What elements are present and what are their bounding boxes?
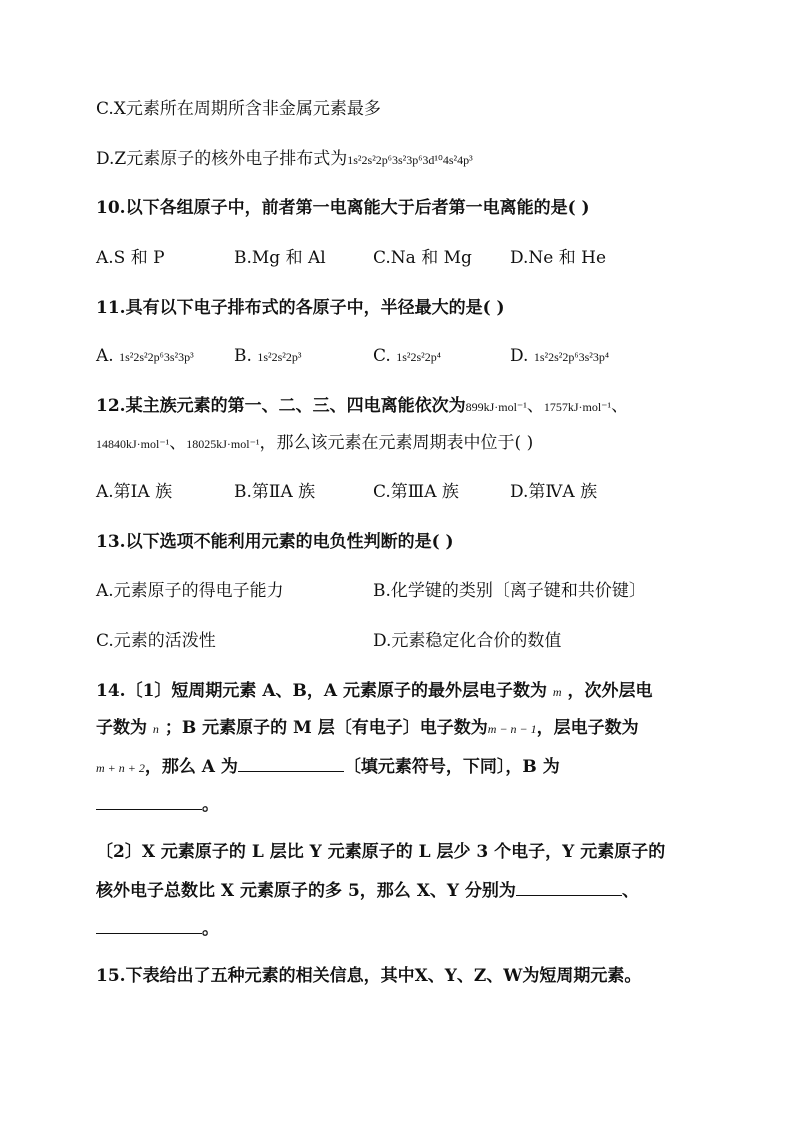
q14-var-n: n: [152, 722, 159, 736]
q11-option-d-formula: 1s²2s²2p⁶3s²3p⁴: [533, 350, 610, 364]
q13-stem: 13.以下选项不能利用元素的电负性判断的是( ): [96, 532, 454, 552]
q12-sep1: 、: [526, 396, 544, 416]
q12-stem-line2: [96, 432, 533, 455]
q10-option-b[interactable]: B.Mg 和 Al: [234, 248, 326, 268]
q12-sep2: 、: [611, 396, 629, 416]
q14-text-1a: 14.〔1〕短周期元素 A、B，A 元素原子的最外层电子数为: [96, 681, 547, 701]
q11-option-a-formula: 1s²2s²2p⁶3s²3p³: [119, 350, 194, 364]
q14-expr-1: m − n − 1: [487, 722, 537, 736]
q9-option-d-formula: 1s²2s²2p⁶3s²3p⁶3d¹⁰4s²4p³: [347, 153, 473, 167]
q14-text-7: 。: [202, 919, 219, 939]
q14-text-3b: 〔填元素符号，下同〕，B 为: [343, 757, 560, 777]
q10-option-a[interactable]: A.S 和 P: [96, 248, 165, 268]
q11-option-c[interactable]: [373, 345, 441, 368]
q14-text-4: 。: [202, 795, 219, 815]
q10-option-c[interactable]: C.Na 和 Mg: [373, 248, 472, 268]
q11-option-b[interactable]: [234, 345, 301, 368]
q14-text-2b: ；B 元素原子的 M 层〔有电子〕电子数为: [164, 718, 488, 738]
q14-answer-a-blank[interactable]: [238, 755, 344, 772]
q14-line3: [96, 755, 560, 779]
q10-stem: 10.以下各组原子中，前者第一电离能大于后者第一电离能的是( ): [96, 198, 590, 218]
q11-option-c-formula: 1s²2s²2p⁴: [396, 350, 441, 364]
q11-option-a[interactable]: [96, 345, 194, 368]
q12-option-c[interactable]: C.第ⅢA 族: [373, 482, 459, 502]
q9-option-d: [96, 148, 473, 171]
q12-ie4: 18025kJ·mol⁻¹: [186, 437, 260, 451]
q11-option-d[interactable]: [510, 345, 609, 368]
q13-option-a[interactable]: A.元素原子的得电子能力: [96, 581, 284, 601]
q11-option-a-letter: A.: [96, 346, 114, 366]
q12-ie2: 1757kJ·mol⁻¹: [543, 400, 612, 414]
q13-option-d[interactable]: D.元素稳定化合价的数值: [373, 631, 562, 651]
q14-var-m: m: [552, 685, 562, 699]
q14-text-6: 核外电子总数比 X 元素原子的多 5，那么 X、Y 分别为: [96, 881, 516, 901]
q11-options: [96, 345, 716, 367]
q15-stem: 15.下表给出了五种元素的相关信息，其中X、Y、Z、W为短周期元素。: [96, 966, 642, 986]
q12-ie1: 899kJ·mol⁻¹: [465, 400, 527, 414]
q13-option-b[interactable]: B.化学键的类别〔离子键和共价键〕: [373, 581, 646, 601]
q14-text-6-sep: 、: [621, 881, 639, 901]
q13-options-row1: [96, 580, 716, 602]
q13-option-c[interactable]: C.元素的活泼性: [96, 631, 216, 651]
q12-options: [96, 481, 716, 503]
q11-option-b-formula: 1s²2s²2p³: [257, 350, 302, 364]
q11-stem: 11.具有以下电子排布式的各原子中，半径最大的是( ): [96, 298, 505, 318]
q12-option-a[interactable]: A.第ⅠA 族: [96, 482, 173, 502]
q12-option-b[interactable]: B.第ⅡA 族: [234, 482, 316, 502]
q11-option-b-letter: B.: [234, 346, 252, 366]
q14-answer-y-blank[interactable]: [96, 917, 202, 934]
q14-line2: [96, 717, 639, 740]
q14-line7: [96, 917, 219, 940]
q12-stem-line1: [96, 395, 628, 418]
q12-sep3: 、: [169, 433, 187, 453]
q14-text-2a: 子数为: [96, 718, 147, 738]
q14-line1: [96, 680, 653, 703]
q12-option-d[interactable]: D.第ⅣA 族: [510, 482, 598, 502]
q11-option-c-letter: C.: [373, 346, 391, 366]
q14-answer-x-blank[interactable]: [516, 879, 622, 896]
q12-stem-a: 12.某主族元素的第一、二、三、四电离能依次为: [96, 396, 466, 416]
q14-line5: 〔2〕X 元素原子的 L 层比 Y 元素原子的 L 层少 3 个电子，Y 元素原子的: [96, 842, 666, 862]
q10-option-d[interactable]: D.Ne 和 He: [510, 248, 607, 268]
q14-text-1b: ，次外层电: [567, 681, 653, 701]
q9-option-d-text: D.Z元素原子的核外电子排布式为: [96, 149, 348, 169]
q14-line6: [96, 879, 639, 902]
q14-answer-b-blank[interactable]: [96, 793, 202, 810]
q13-options-row2: [96, 630, 716, 652]
q12-ie3: 14840kJ·mol⁻¹: [96, 437, 170, 451]
q14-text-3a: ，那么 A 为: [144, 757, 238, 777]
q12-stem-b: ，那么该元素在元素周期表中位于( ): [259, 433, 534, 453]
q10-options: [96, 247, 716, 269]
q9-option-c: C.X元素所在周期所含非金属元素最多: [96, 99, 381, 119]
q14-line4: [96, 793, 219, 816]
q14-expr-2: m + n + 2: [96, 761, 145, 775]
q11-option-d-letter: D.: [510, 346, 529, 366]
q14-text-2c: ，层电子数为: [536, 718, 639, 738]
